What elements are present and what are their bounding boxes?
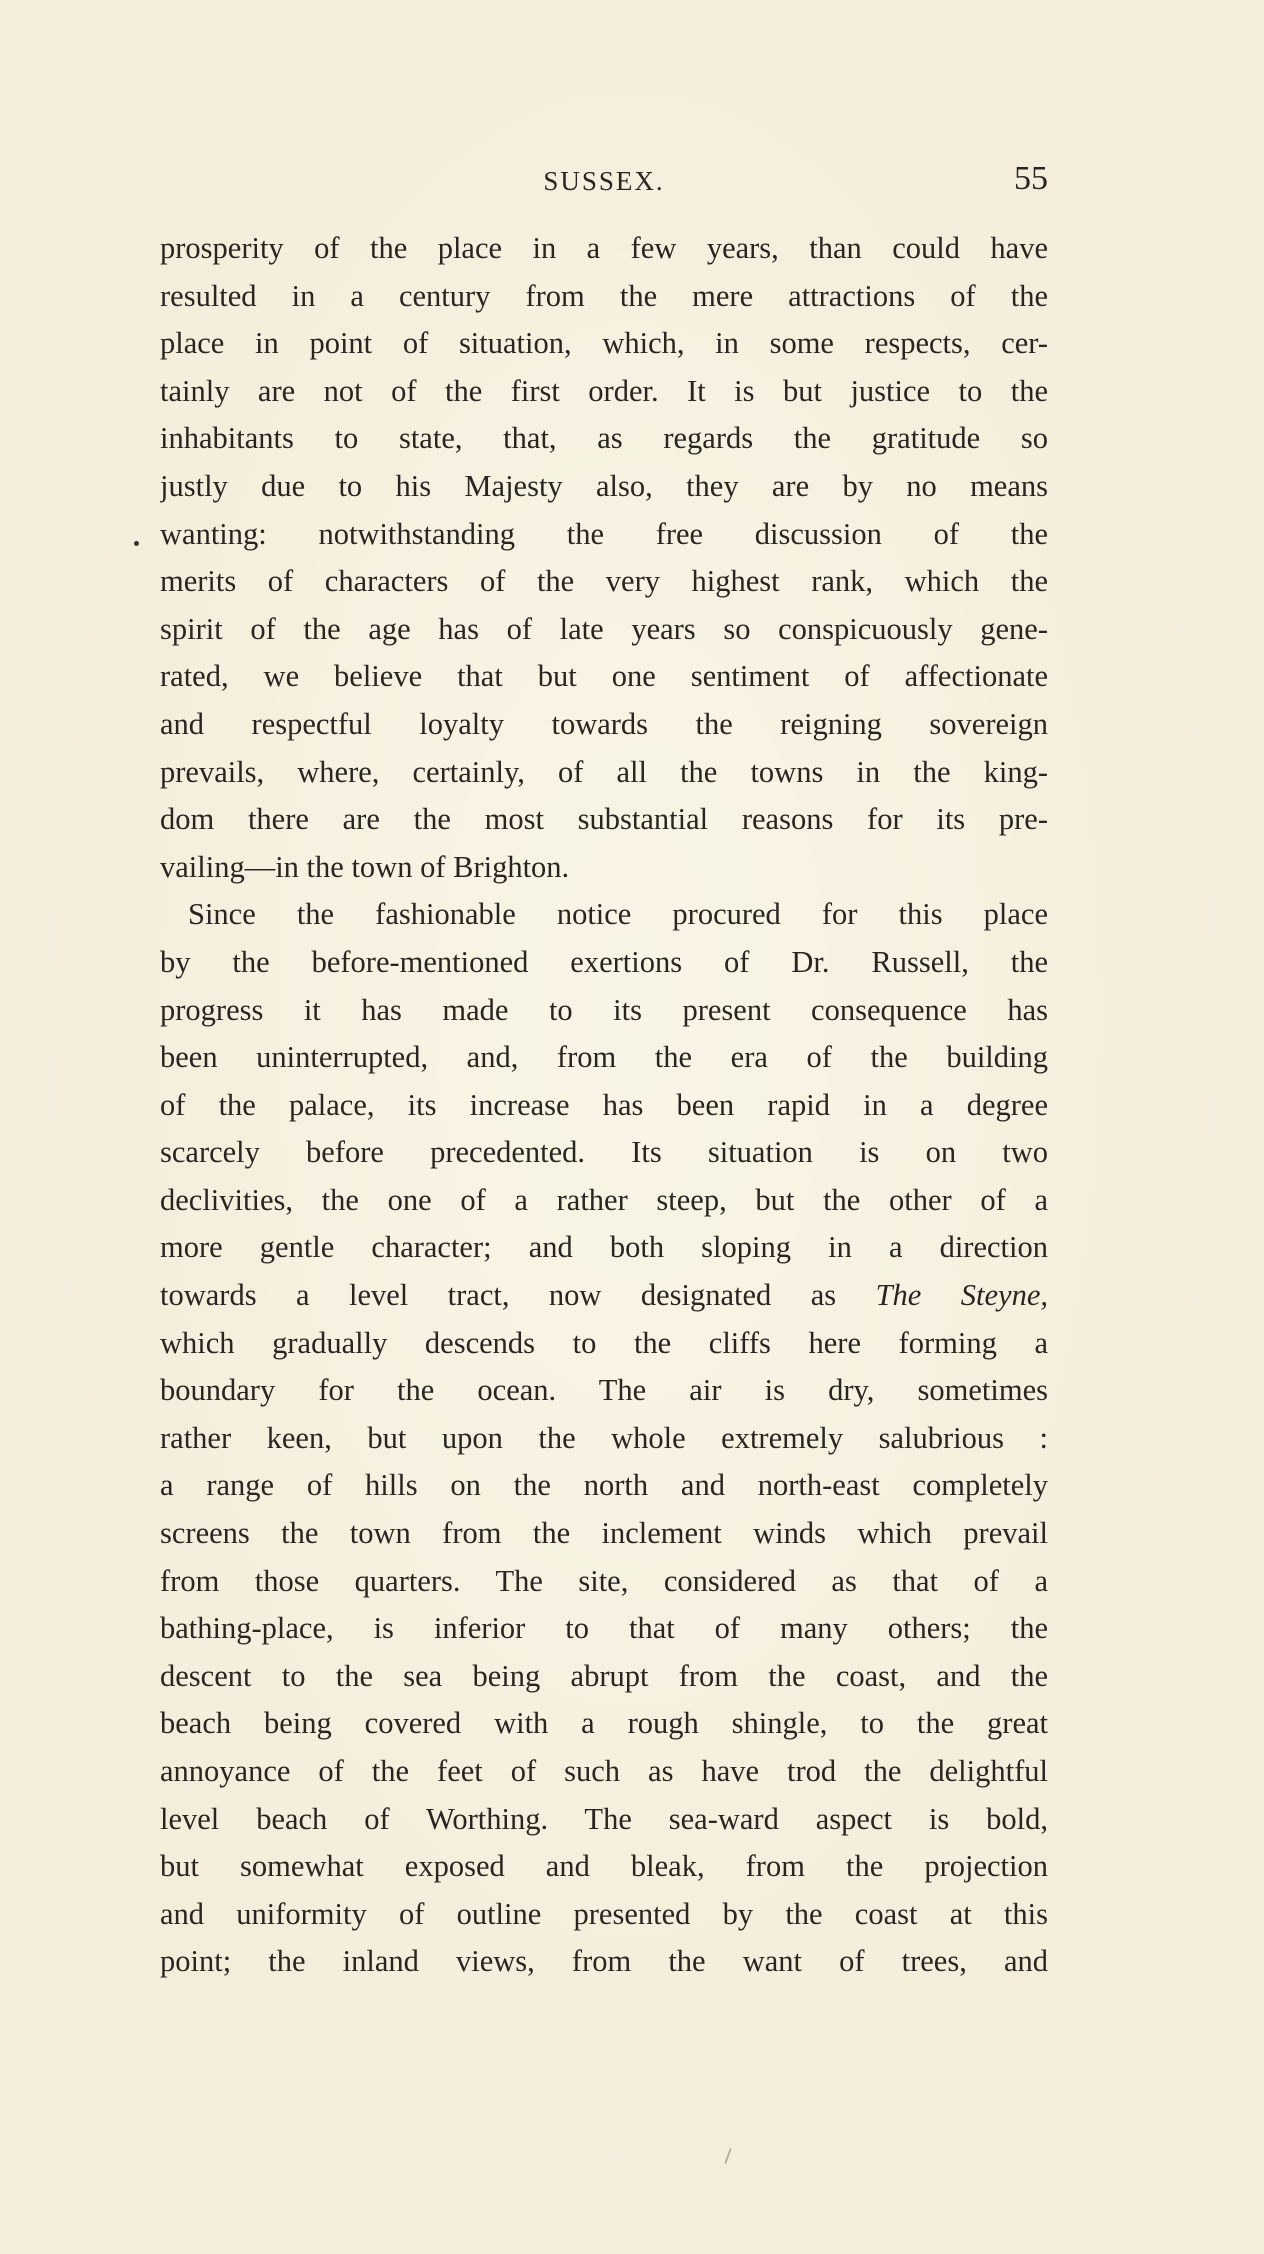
text-line: and respectful loyalty towards the reigning sovereign: [160, 706, 1048, 741]
running-head: [160, 160, 1048, 200]
text-line: prevails, where, certainly, of all the towns in the king-: [160, 754, 1048, 789]
text-line: scarcely before precedented. Its situation is on two: [160, 1135, 1048, 1170]
italic-place-name: The Steyne,: [875, 1278, 1048, 1313]
text-line: boundary for the ocean. The air is dry, sometimes: [160, 1373, 1048, 1408]
text-line: of the palace, its increase has been rapid in a degree: [160, 1087, 1048, 1122]
text-line: inhabitants to state, that, as regards the gratitude so: [160, 421, 1048, 456]
running-title: SUSSEX.: [543, 166, 665, 196]
text-line: beach being covered with a rough shingle, to the great: [160, 1706, 1048, 1741]
text-line: dom there are the most substantial reasons for its pre-: [160, 802, 1048, 837]
text-line-with-italic: [160, 1272, 1048, 1320]
page-number: 55: [1014, 160, 1048, 197]
text-line: place in point of situation, which, in some respects, cer-: [160, 326, 1048, 361]
text-line: point; the inland views, from the want of trees, and: [160, 1944, 1048, 1979]
text-line: but somewhat exposed and bleak, from the projection: [160, 1849, 1048, 1884]
body-text: [160, 225, 1048, 1986]
text-line: been uninterrupted, and, from the era of the building: [160, 1040, 1048, 1075]
text-line: by the before-mentioned exertions of Dr. Russell, the: [160, 944, 1048, 979]
text-line: resulted in a century from the mere attractions of the: [160, 278, 1048, 313]
text-line: and uniformity of outline presented by the coast at this: [160, 1896, 1048, 1931]
text-line: vailing—in the town of Brighton.: [160, 849, 570, 884]
text-line: rated, we believe that but one sentiment of affectionate: [160, 659, 1048, 694]
text-line: from those quarters. The site, considered as that of a: [160, 1563, 1048, 1598]
text-line: progress it has made to its present consequence has: [160, 992, 1048, 1027]
text-line: tainly are not of the first order. It is but justice to the: [160, 373, 1048, 408]
text-line: Since the fashionable notice procured for this place: [188, 897, 1048, 932]
text-line: bathing-place, is inferior to that of many others; the: [160, 1611, 1048, 1646]
text-line: wanting: notwithstanding the free discussion of the: [160, 516, 1048, 551]
text-line: descent to the sea being abrupt from the coast, and the: [160, 1658, 1048, 1693]
text-line: prosperity of the place in a few years, than could have: [160, 231, 1048, 265]
text-segment: towards a level tract, now designated as: [160, 1278, 876, 1313]
text-line: which gradually descends to the cliffs here forming a: [160, 1325, 1048, 1360]
text-line: justly due to his Majesty also, they are by no means: [160, 468, 1048, 503]
text-line: rather keen, but upon the whole extremely salubrious :: [160, 1420, 1048, 1455]
text-line: declivities, the one of a rather steep, but the other of a: [160, 1182, 1048, 1217]
text-line: annoyance of the feet of such as have trod the delightful: [160, 1754, 1048, 1788]
text-line: merits of characters of the very highest rank, which the: [160, 564, 1048, 599]
text-line: level beach of Worthing. The sea-ward aspect is bold,: [160, 1801, 1048, 1836]
text-line: more gentle character; and both sloping in a direction: [160, 1230, 1048, 1265]
text-line: spirit of the age has of late years so conspicuously gene-: [160, 611, 1048, 646]
margin-dot: [134, 541, 139, 546]
stray-ink-mark: [724, 2148, 731, 2164]
text-line: a range of hills on the north and north-east completely: [160, 1468, 1048, 1503]
text-line: screens the town from the inclement winds which prevail: [160, 1516, 1048, 1551]
